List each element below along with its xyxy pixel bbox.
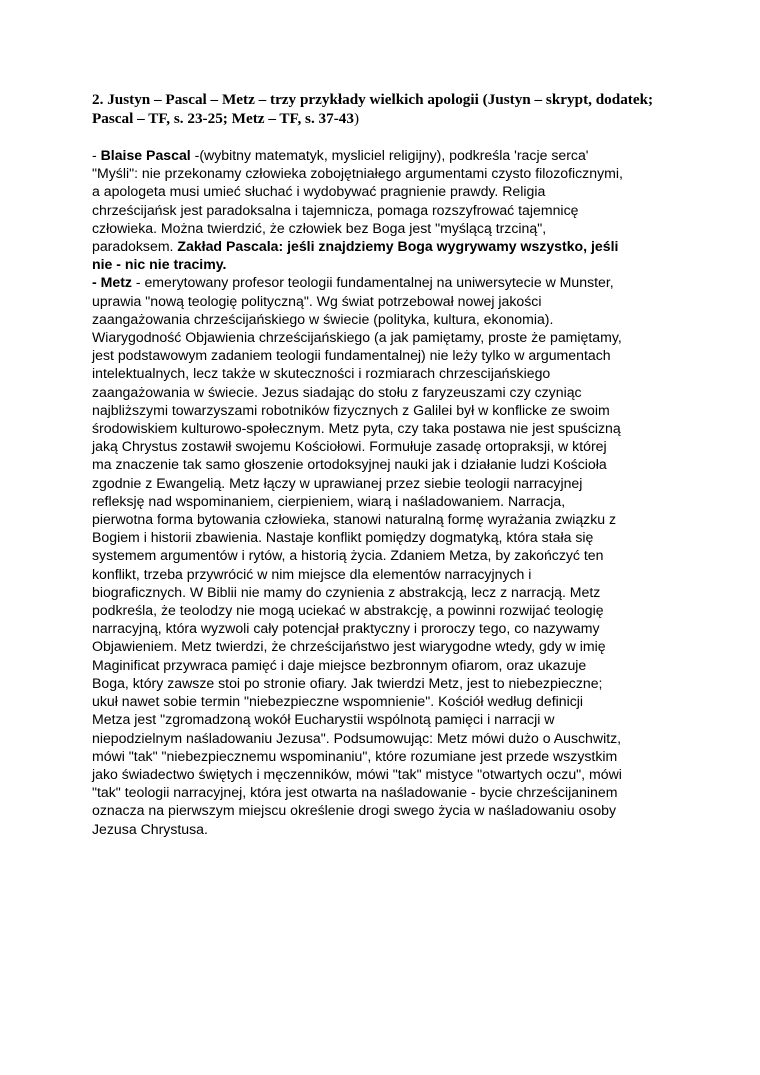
metz-line: pierwotna forma bytowania człowieka, stanowi naturalną formę wyrażania związku z — [92, 511, 617, 528]
metz-line: Jezusa Chrystusa. — [92, 820, 208, 837]
section-heading — [92, 90, 692, 128]
pascal-name: Blaise Pascal — [100, 147, 191, 163]
heading-line-2-closing: ) — [353, 110, 360, 127]
metz-line: środowiskiem kulturowo-społecznym. Metz pyta, czy taka postawa nie jest spuścizną — [92, 420, 621, 437]
metz-line: konflikt, trzeba przywrócić w nim miejsce dla elementów narracyjnych i — [92, 565, 532, 582]
pascal-line: a apologeta musi umieć słuchać i wydobywać pragnienie prawdy. Religia — [92, 183, 546, 200]
pascal-line: "Myśli": nie przekonamy człowieka zobojętniałego argumentami czysto filozoficznymi, — [92, 165, 623, 182]
pascal-wager: Zakład Pascala: jeśli znajdziemy Boga wygrywamy wszystko, jeśli — [177, 238, 619, 255]
pascal-line — [92, 255, 684, 273]
metz-line: uprawia "nową teologię polityczną". Wg świat potrzebował nowej jakości — [92, 292, 542, 309]
metz-line: Objawieniem. Metz twierdzi, że chrześcijaństwo jest wiarygodne wtedy, gdy w imię — [92, 638, 606, 655]
pascal-line: chrześcijańsk jest paradoksalna i tajemnicza, pomaga rozszyfrować tajemnicę — [92, 201, 579, 218]
metz-line: najbliższymi towarzyszami robotników fizycznych z Galilei był w konflicke ze swoim — [92, 401, 610, 418]
pascal-text: -(wybitny matematyk, mysliciel religijny), podkreśla 'racje serca' — [190, 147, 589, 163]
metz-line: jaką Chrystus zostawił swojemu Kościołowi. Formułuje zasadę ortopraksji, w której — [92, 438, 607, 455]
metz-line: zgodnie z Ewangelią. Metz łączy w uprawianej przez siebie teologii narracyjnej — [92, 474, 583, 491]
metz-line: ukuł nawet sobie termin "niebezpieczne wspomnienie". Kościół według definicji — [92, 693, 584, 710]
pascal-line — [92, 237, 684, 255]
metz-line: oznacza na pierwszym miejscu określenie drogi swego życia w naśladowaniu osoby — [92, 802, 617, 819]
pascal-text: paradoksem. — [92, 238, 178, 255]
heading-line-2-bold: Pascal – TF, s. 23-25; Metz – TF, s. 37-43 — [92, 110, 354, 127]
metz-line: ma znaczenie tak samo głoszenie ortodoksyjnej nauki jak i działanie ludzi Kościoła — [92, 456, 607, 473]
metz-line: Bogiem i historii zbawienia. Nastaje konflikt pomiędzy dogmatyką, która stała się — [92, 529, 594, 546]
pascal-wager: nie - nic nie tracimy. — [92, 256, 227, 273]
metz-line: "tak" teologii narracyjnej, która jest otwarta na naśladowanie - bycie chrześcijaninem — [92, 784, 618, 801]
heading-line-1: 2. Justyn – Pascal – Metz – trzy przykłady wielkich apologii (Justyn – skrypt, dodatek; — [92, 91, 654, 108]
metz-line: podkreśla, że teolodzy nie mogą uciekać w abstrakcję, a powinni rozwijać teologię — [92, 602, 604, 619]
metz-line: zaangażowania w świecie. Jezus siadając do stołu z faryzeuszami czy czyniąc — [92, 383, 582, 400]
metz-line: refleksję nad wspominaniem, cierpieniem, wiarą i naśladowaniem. Narracja, — [92, 492, 566, 509]
pascal-line — [92, 146, 684, 164]
metz-text: - emerytowany profesor teologii fundamentalnej na uniwersytecie w Munster, — [131, 274, 614, 291]
metz-line — [92, 273, 684, 291]
metz-line: zaangażowania chrześcijańskiego w świecie (polityka, kultura, ekonomia). — [92, 310, 554, 327]
pascal-line: człowieka. Można twierdzić, że człowiek bez Boga jest "myślącą trzciną", — [92, 219, 547, 236]
metz-line: mówi "tak" "niebezpiecznemu wspominaniu", które rozumiane jest przede wszystkim — [92, 747, 618, 764]
metz-line: intelektualnych, lecz także w skuteczności i rozmiarach chrzescijańskiego — [92, 365, 551, 382]
metz-line: jako świadectwo świętych i męczenników, mówi "tak" mistyce "otwartych oczu", mówi — [92, 765, 622, 782]
metz-line: Maginificat przywraca pamięć i daje miejsce bezbronnym ofiarom, oraz ukazuje — [92, 656, 587, 673]
metz-line: niepodzielnym naśladowaniu Jezusa". Podsumowując: Metz mówi dużo o Auschwitz, — [92, 729, 622, 746]
metz-line: Boga, który zawsze stoi po stronie ofiary. Jak twierdzi Metz, jest to niebezpieczne; — [92, 674, 603, 691]
metz-line: jest podstawowym zadaniem teologii fundamentalnej) nie leży tylko w argumentach — [92, 347, 611, 364]
metz-line: Wiarygodność Objawienia chrześcijańskiego (a jak pamiętamy, proste że pamiętamy, — [92, 329, 622, 346]
metz-line: narracyjną, która wyzwoli cały potencjał praktyczny i proroczy tego, co nazywamy — [92, 620, 600, 637]
metz-line: Metza jest "zgromadzoną wokół Eucharystii wspólnotą pamięci i narracji w — [92, 711, 555, 728]
document-body — [92, 146, 684, 838]
metz-label: - Metz — [92, 274, 132, 291]
pascal-dash: - — [92, 147, 101, 163]
metz-line: biograficznych. W Biblii nie mamy do czynienia z abstrakcją, lecz z narracją. Metz — [92, 583, 601, 600]
metz-line: systemem argumentów i rytów, a historią życia. Zdaniem Metza, by zakończyć ten — [92, 547, 604, 564]
